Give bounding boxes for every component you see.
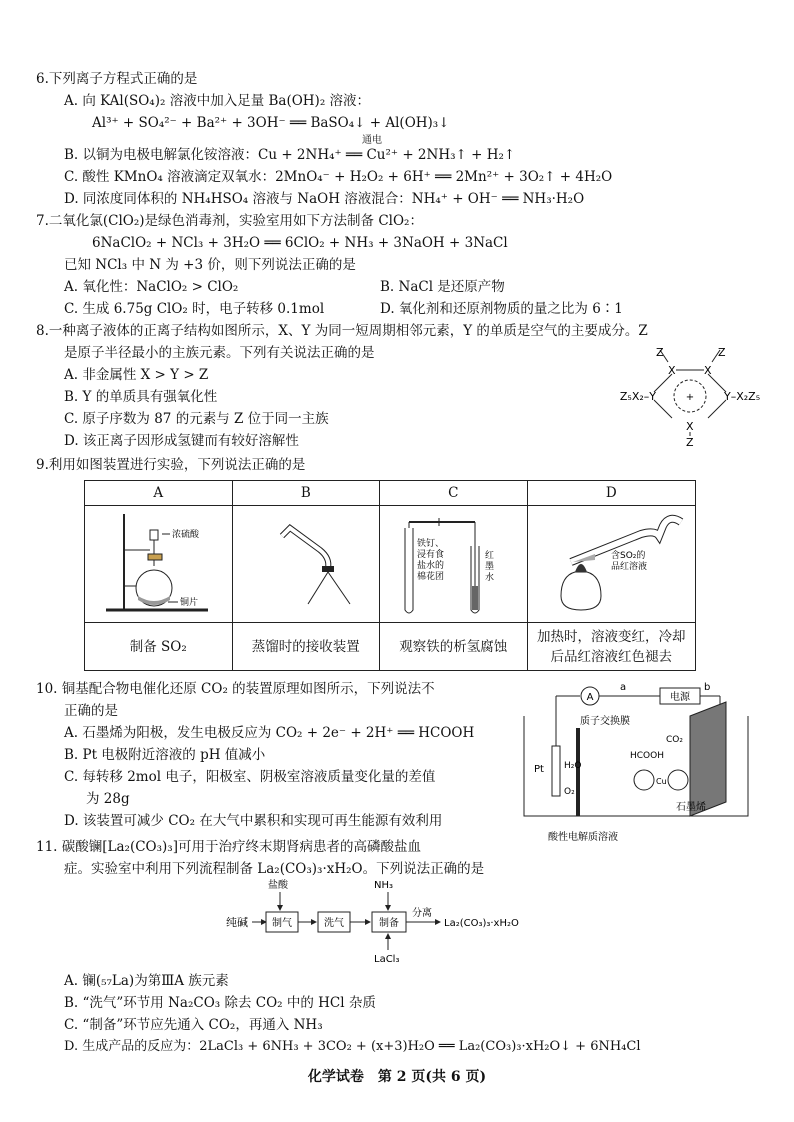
q9-d-label-line1: 含SO₂的 — [611, 551, 646, 561]
flow-nh3: NH₃ — [374, 880, 394, 891]
q11-flowchart — [222, 876, 562, 968]
q10-option-d: D. 该装置可减少 CO₂ 在大气中累积和实现可再生能源有效利用 — [64, 813, 443, 829]
page-footer: 化学试卷 第 2 页(共 6 页) — [307, 1069, 487, 1085]
ammeter-icon: A — [586, 692, 594, 703]
terminal-a: a — [620, 682, 627, 693]
q9-figure-d — [527, 506, 695, 623]
q10-option-c-cont: 为 28g — [86, 791, 130, 807]
q9-a-label-acid: 浓硫酸 — [172, 530, 200, 540]
q6-option-d: D. 同浓度同体积的 NH₄HSO₄ 溶液与 NaOH 溶液混合：NH₄⁺ + OH⁻ ══ NH₃·H₂O — [64, 191, 585, 207]
membrane-label: 质子交换膜 — [580, 716, 630, 727]
q9-caption-c: 观察铁的析氢腐蚀 — [380, 623, 528, 671]
q9-d-label-line2: 品红溶液 — [611, 562, 648, 572]
q8-stem-line2: 是原子半径最小的主族元素。下列有关说法正确的是 — [64, 345, 375, 361]
power-source: 电源 — [670, 692, 690, 703]
q11-option-b: B. “洗气”环节用 Na₂CO₃ 除去 CO₂ 中的 HCl 杂质 — [64, 995, 376, 1011]
q9-apparatus-table — [84, 480, 696, 671]
flow-product: La₂(CO₃)₃·xH₂O — [444, 918, 519, 929]
q9-caption-d — [527, 623, 695, 671]
q6-option-c: C. 酸性 KMnO₄ 溶液滴定双氧水：2MnO₄⁻ + H₂O₂ + 6H⁺ ══ 2Mn²⁺ + 3O₂↑ + 4H₂O — [64, 169, 613, 185]
q9-a-label-copper: 铜片 — [180, 598, 199, 608]
oxygen-label: O₂ — [564, 787, 575, 797]
q9-header-c: C — [380, 481, 528, 506]
q8-option-a: A. 非金属性 X > Y > Z — [64, 367, 209, 383]
q8-x-bottom: X — [686, 420, 694, 433]
q8-left-chain: Z₅X₂–Y — [619, 390, 656, 403]
q9-c-label-nail: 铁钉、浸有食盐水的棉花团 — [417, 539, 445, 582]
flow-box-generate: 制气 — [272, 918, 292, 929]
q8-right-chain: Y–X₂Z₅ — [724, 390, 761, 403]
pt-electrode-label: Pt — [534, 764, 544, 775]
q6-option-a: A. 向 KAl(SO₄)₂ 溶液中加入足量 Ba(OH)₂ 溶液： — [64, 93, 371, 109]
q10-option-c: C. 每转移 2mol 电子，阳极室、阴极室溶液质量变化量的差值 — [64, 769, 436, 785]
q9-c-label-ink: 红墨水 — [485, 551, 495, 583]
q8-option-b: B. Y 的单质具有强氧化性 — [64, 389, 218, 405]
hcooh-label: HCOOH — [630, 751, 664, 761]
q7-option-c: C. 生成 6.75g ClO₂ 时，电子转移 0.1mol — [64, 301, 325, 317]
q10-stem-line2: 正确的是 — [64, 703, 118, 719]
copper-label: Cu — [656, 777, 667, 786]
q11-stem-line2: 症。实验室中利用下列流程制备 La₂(CO₃)₃·xH₂O。下列说法正确的是 — [64, 861, 485, 877]
q8-z-top-left: Z — [656, 346, 664, 359]
q7-condition: 已知 NCl₃ 中 N 为 +3 价，则下列说法正确的是 — [64, 257, 356, 273]
q6-option-a-equation: Al³⁺ + SO₄²⁻ + Ba²⁺ + 3OH⁻ ══ BaSO₄↓ + Al(OH)₃↓ — [92, 115, 450, 131]
q8-x-right: X — [704, 364, 712, 377]
q8-z-bottom: Z — [686, 436, 694, 448]
co2-label: CO₂ — [666, 735, 683, 745]
graphene-label: 石墨烯 — [676, 802, 706, 813]
water-label: H₂O — [564, 761, 582, 771]
q8-x-left: X — [668, 364, 676, 377]
q9-caption-b: 蒸馏时的接收装置 — [232, 623, 380, 671]
q8-option-d: D. 该正离子因形成氢键而有较好溶解性 — [64, 433, 299, 449]
q9-header-a: A — [85, 481, 233, 506]
q11-option-a: A. 镧(₅₇La)为第ⅢA 族元素 — [64, 973, 229, 989]
flow-box-wash: 洗气 — [324, 918, 344, 929]
q9-stem: 9.利用如图装置进行实验，下列说法正确的是 — [36, 457, 306, 473]
flow-separate: 分离 — [412, 908, 432, 919]
q9-header-d: D — [527, 481, 695, 506]
q9-caption-a: 制备 SO₂ — [85, 623, 233, 671]
q9-apparatus-d — [531, 506, 691, 618]
q7-option-b: B. NaCl 是还原产物 — [380, 279, 505, 295]
q8-z-top-right: Z — [718, 346, 726, 359]
q10-electrolysis-figure — [520, 676, 760, 844]
q9-apparatus-a — [88, 506, 228, 618]
q10-option-a: A. 石墨烯为阳极，发生电极反应为 CO₂ + 2e⁻ + 2H⁺ ══ HCOOH — [64, 725, 475, 741]
q8-option-c: C. 原子序数为 87 的元素与 Z 位于同一主族 — [64, 411, 329, 427]
q7-option-d: D. 氧化剂和还原剂物质的量之比为 6∶1 — [380, 301, 623, 317]
q9-caption-d-line2: 后品红溶液红色褪去 — [550, 648, 673, 665]
q8-cation-structure — [590, 344, 790, 448]
flow-hcl: 盐酸 — [268, 880, 288, 891]
q7-option-a: A. 氧化性：NaClO₂ > ClO₂ — [64, 279, 239, 295]
q10-option-b: B. Pt 电极附近溶液的 pH 值减小 — [64, 747, 266, 763]
q9-apparatus-b — [236, 506, 376, 618]
flow-start: 纯碱 — [226, 916, 248, 929]
q8-stem-line1: 8.一种离子液体的正离子结构如图所示，X、Y 为同一短周期相邻元素，Y 的单质是空气的主要成分。Z — [36, 323, 648, 339]
q9-caption-d-line1: 加热时，溶液变红，冷却 — [537, 628, 686, 645]
q9-figure-b — [232, 506, 380, 623]
q10-stem-line1: 10. 铜基配合物电催化还原 CO₂ 的装置原理如图所示，下列说法不 — [36, 681, 435, 697]
q11-option-d: D. 生成产品的反应为：2LaCl₃ + 6NH₃ + 3CO₂ + (x+3)H₂O ══ La₂(CO₃)₃·xH₂O↓ + 6NH₄Cl — [64, 1039, 641, 1054]
q9-header-b: B — [232, 481, 380, 506]
electrolyte-label: 酸性电解质溶液 — [548, 832, 618, 843]
q11-stem-line1: 11. 碳酸镧[La₂(CO₃)₃]可用于治疗终末期肾病患者的高磷酸盐血 — [36, 839, 421, 855]
flow-lacl3: LaCl₃ — [374, 954, 400, 965]
q6-b-condition: 通电 — [362, 135, 382, 146]
terminal-b: b — [704, 682, 711, 693]
q8-plus-sign: + — [685, 392, 695, 403]
q9-figure-a — [85, 506, 233, 623]
q7-equation: 6NaClO₂ + NCl₃ + 3H₂O ══ 6ClO₂ + NH₃ + 3NaOH + 3NaCl — [92, 235, 508, 251]
q9-figure-c — [380, 506, 528, 623]
q6-option-b: B. 以铜为电极电解氯化铵溶液：Cu + 2NH₄⁺ ══ Cu²⁺ + 2NH₃↑ + H₂↑ — [64, 147, 516, 163]
q9-apparatus-c — [383, 506, 523, 618]
q7-stem: 7.二氧化氯(ClO₂)是绿色消毒剂，实验室用如下方法制备 ClO₂： — [36, 213, 423, 229]
flow-box-prepare: 制备 — [379, 918, 399, 929]
q11-option-c: C. “制备”环节应先通入 CO₂，再通入 NH₃ — [64, 1017, 323, 1033]
q6-stem: 6.下列离子方程式正确的是 — [36, 71, 198, 87]
